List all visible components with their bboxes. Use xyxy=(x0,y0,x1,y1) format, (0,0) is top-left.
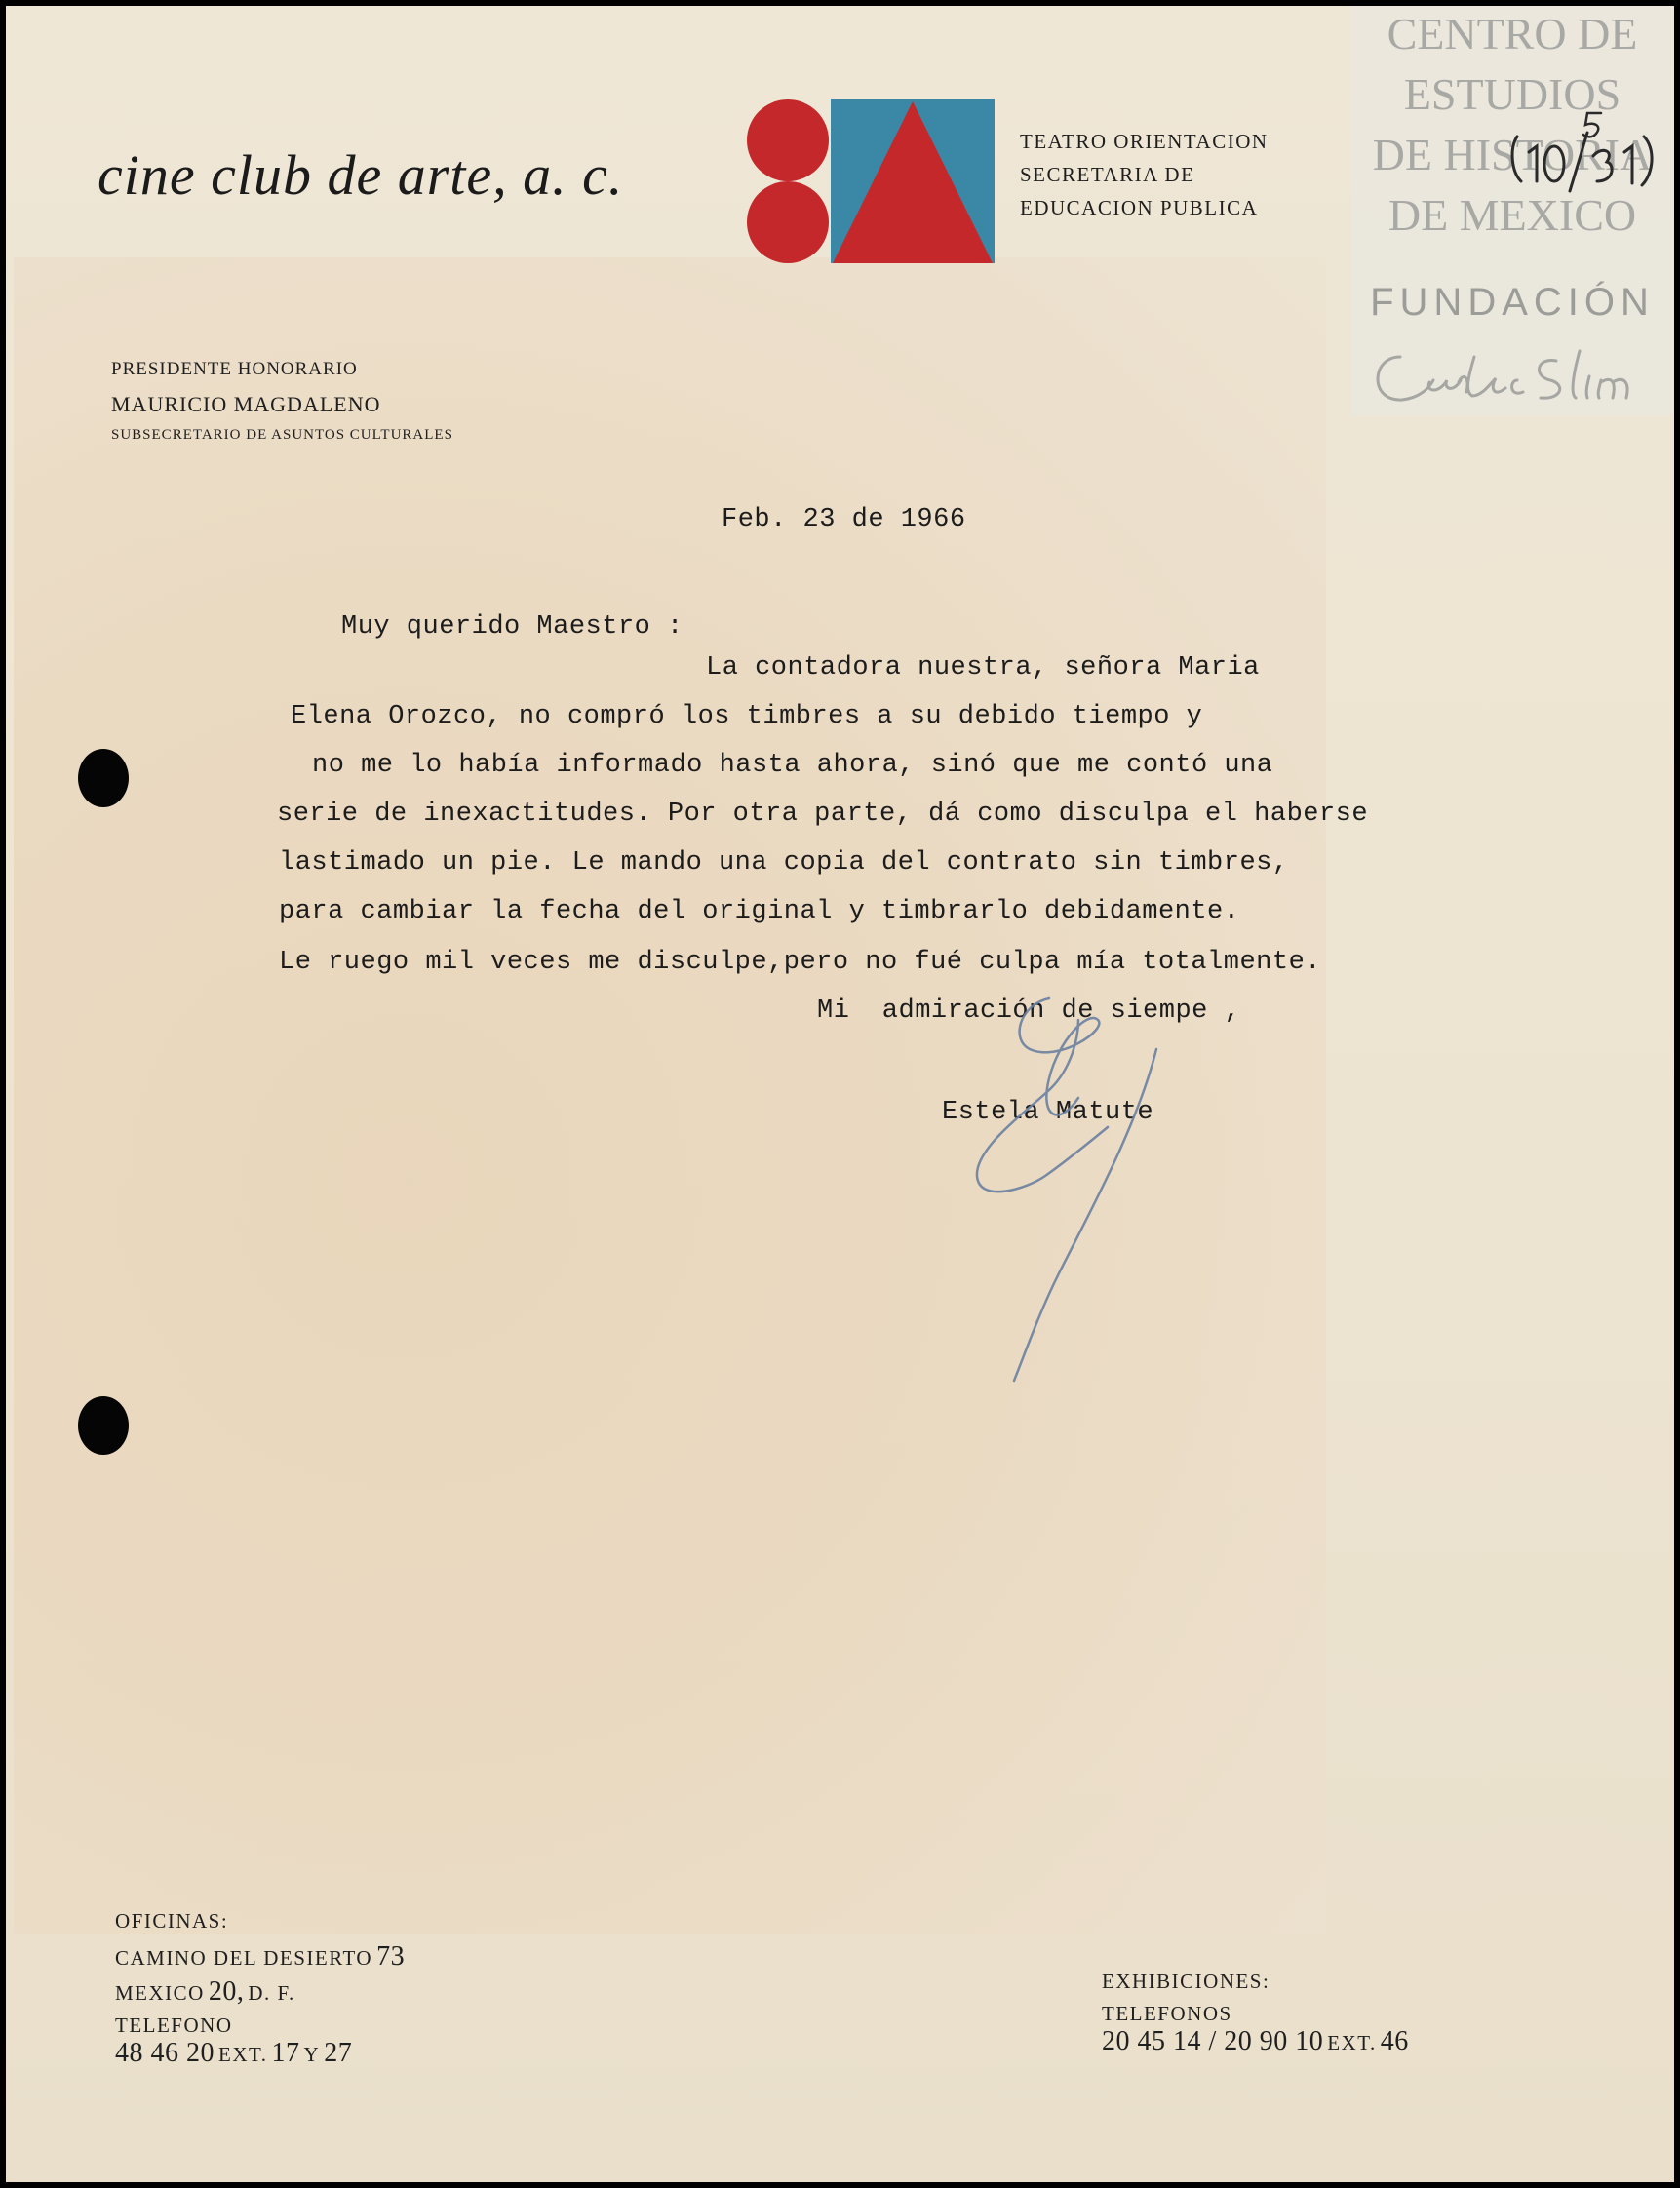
offices-ext-b: 27 xyxy=(324,2038,353,2068)
offices-city: MEXICO xyxy=(115,1981,205,2005)
punch-hole xyxy=(78,1396,129,1455)
exhibitions-phones: 20 45 14 / 20 90 10 xyxy=(1102,2026,1324,2056)
handwritten-reference-note xyxy=(1507,103,1674,201)
exhibitions-phone-label: TELEFONOS xyxy=(1102,2002,1232,2025)
offices-city-line xyxy=(115,1976,405,2008)
offices-ext-join: Y xyxy=(303,2043,321,2066)
president-name: MAURICIO MAGDALENO xyxy=(111,392,381,416)
offices-ext-label: EXT. xyxy=(218,2043,268,2066)
cine-club-logo xyxy=(747,98,995,265)
letter-closing: Mi admiración de siempe , xyxy=(817,996,1241,1026)
logo-red-circle-bottom xyxy=(747,181,829,263)
letter-body-line: La contadora nuestra, señora Maria xyxy=(706,653,1260,683)
letter-body-line: Elena Orozco, no compró los timbres a su debido tiempo y xyxy=(291,702,1203,731)
affiliation-line: SECRETARIA DE xyxy=(1020,163,1195,186)
letter-body-line: Le ruego mil veces me disculpe,pero no fué culpa mía totalmente. xyxy=(279,948,1321,977)
offices-phone-label: TELEFONO xyxy=(115,2013,233,2037)
stamp-line: CENTRO DE xyxy=(1387,9,1638,59)
organization-name: cine club de arte, a. c. xyxy=(98,143,624,207)
offices-ext-a: 17 xyxy=(271,2038,300,2068)
handwritten-signature xyxy=(942,981,1195,1410)
offices-postal-zone: 20, xyxy=(208,1976,245,2007)
affiliation-block xyxy=(1020,125,1269,224)
offices-label: OFICINAS: xyxy=(115,1909,229,1933)
offices-address xyxy=(115,1941,405,1973)
letter-body-line: serie de inexactitudes. Por otra parte, dá como disculpa el haberse xyxy=(277,800,1369,829)
stamp-line: DE MEXICO xyxy=(1387,190,1637,240)
letter-date: Feb. 23 de 1966 xyxy=(722,505,966,534)
letter-body-line: no me lo había informado hasta ahora, sinó que me contó una xyxy=(312,751,1273,780)
affiliation-line: TEATRO ORIENTACION xyxy=(1020,130,1269,153)
exhibitions-ext: 46 xyxy=(1380,2026,1409,2056)
carlos-slim-signature-logo xyxy=(1361,337,1663,415)
president-title: PRESIDENTE HONORARIO xyxy=(111,359,358,379)
letter-signer: Estela Matute xyxy=(942,1098,1154,1127)
offices-phone: 48 46 20 xyxy=(115,2038,215,2068)
stamp-line: DE HISTORIA xyxy=(1372,130,1653,179)
logo-red-circle-top xyxy=(747,99,829,181)
letter-salutation: Muy querido Maestro : xyxy=(341,612,684,642)
stamp-foundation: FUNDACIÓN xyxy=(1370,281,1655,324)
offices-phone-line xyxy=(115,2038,405,2069)
archive-stamp xyxy=(1351,6,1673,415)
exhibitions-phone-line xyxy=(1102,2026,1409,2057)
stamp-line: ESTUDIOS xyxy=(1403,69,1621,119)
exhibitions-label: EXHIBICIONES: xyxy=(1102,1970,1270,1993)
offices-df: D. F. xyxy=(248,1981,295,2005)
offices-street: CAMINO DEL DESIERTO xyxy=(115,1946,373,1970)
punch-hole xyxy=(78,749,129,807)
exhibitions-ext-label: EXT. xyxy=(1327,2031,1377,2054)
exhibitions-block xyxy=(1102,1970,1409,2057)
letter-body-line: lastimado un pie. Le mando una copia del contrato sin timbres, xyxy=(279,848,1289,878)
letter-sheet xyxy=(6,6,1674,2182)
letter-body-line: para cambiar la fecha del original y timbrarlo debidamente. xyxy=(279,897,1240,926)
offices-street-number: 73 xyxy=(376,1941,406,1972)
president-role: SUBSECRETARIO DE ASUNTOS CULTURALES xyxy=(111,427,453,443)
offices-block xyxy=(115,1909,405,2069)
affiliation-line: EDUCACION PUBLICA xyxy=(1020,196,1259,219)
